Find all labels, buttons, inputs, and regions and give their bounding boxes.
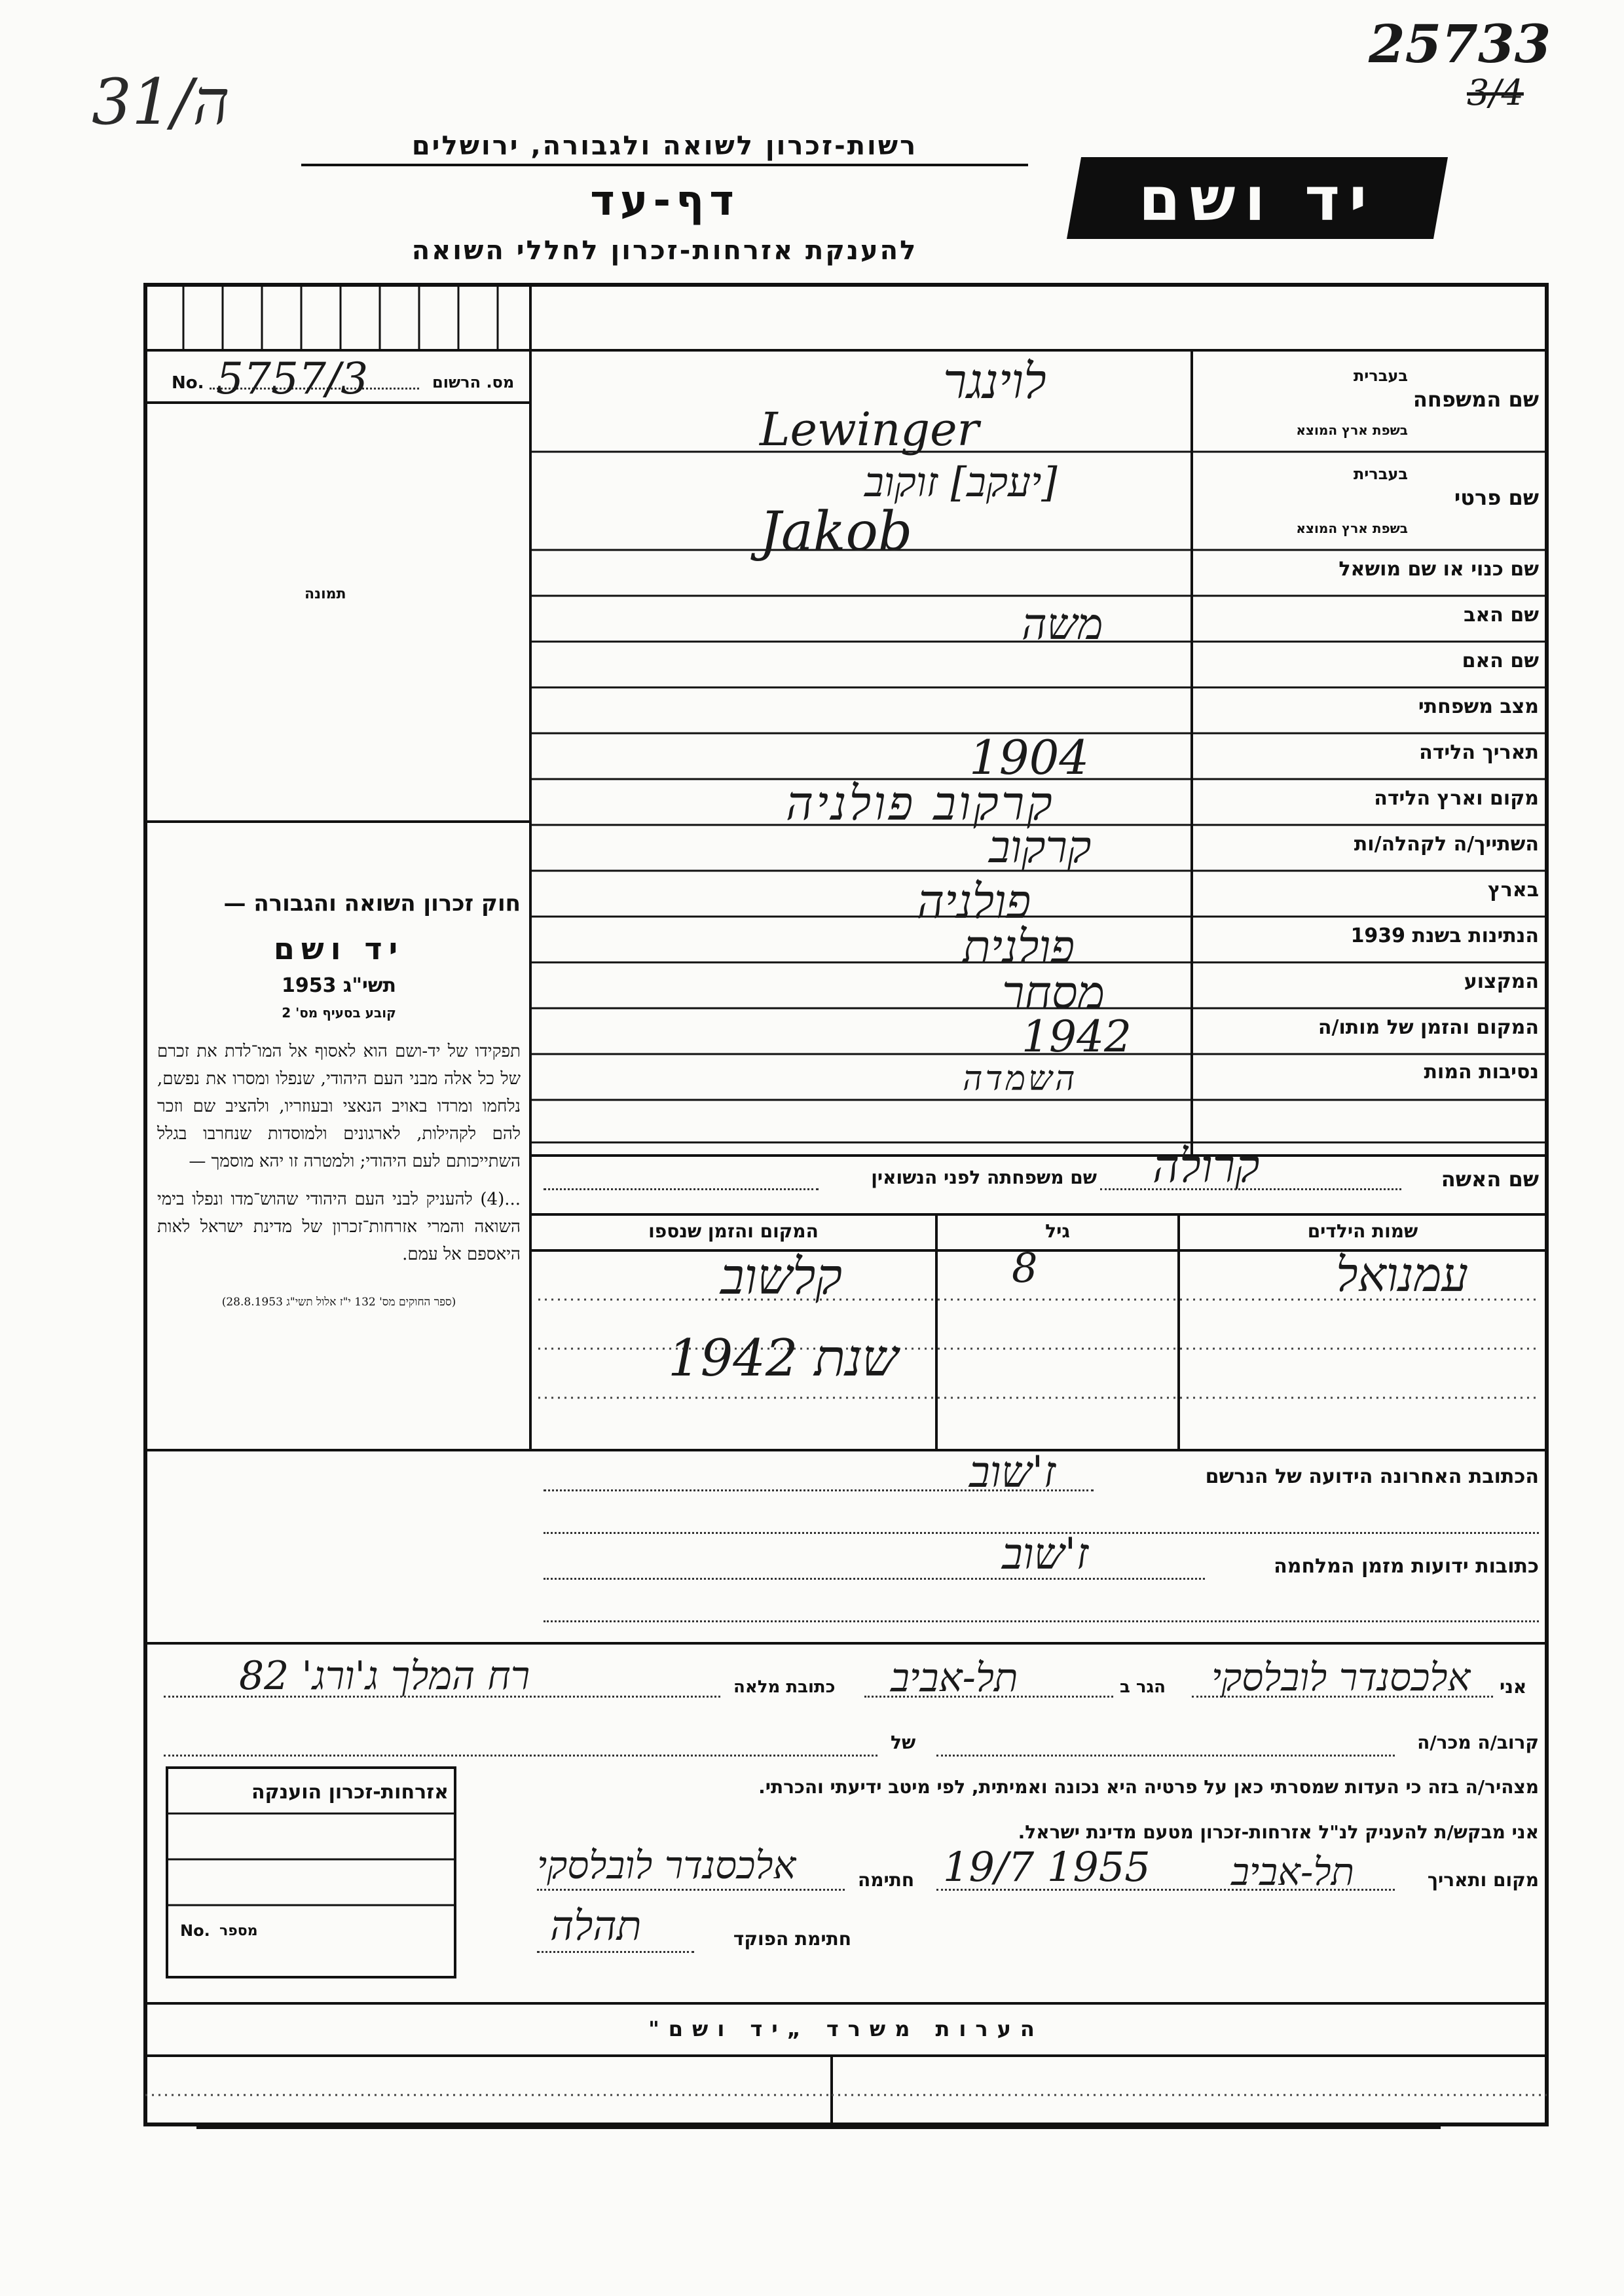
first-name-hebrew-value: [יעקב] זוקוב: [864, 458, 1058, 506]
first-name-label: שם פרטי: [1454, 485, 1539, 510]
relative-acquaintance-label: קרוב/ה מכר/ה: [1417, 1732, 1539, 1753]
children-age-header: גיל: [1045, 1220, 1070, 1242]
declaration-date-value: 19/7 1955: [943, 1843, 1151, 1891]
children-names-header: שמות הילדים: [1307, 1220, 1418, 1242]
first-name-hebrew-label: בעברית: [1353, 465, 1408, 483]
citizenship-1939-label: הנתינות בשנת 1939: [1350, 924, 1539, 947]
wartime-address-dotted-line: [544, 1578, 1205, 1580]
wife-name-label: שם האשה: [1441, 1167, 1539, 1192]
mother-name-label: שם האם: [1462, 649, 1539, 672]
child-name-value: עמנואל: [1336, 1247, 1469, 1302]
officer-signature: תהלה: [550, 1902, 642, 1950]
death-circumstances-value: השמדה: [963, 1059, 1078, 1099]
of-dotted-line: [164, 1755, 877, 1757]
family-name-hebrew-value: לוינגר: [943, 354, 1046, 410]
office-notes-title: הערות משרד „יד ושם": [648, 2016, 1044, 2041]
father-name-value: משה: [1022, 599, 1103, 649]
form-title: דף-עד: [590, 177, 739, 225]
last-address-label: הכתובת האחרונה הידועה של הנרשם: [1205, 1465, 1539, 1488]
address-dotted-line-4: [544, 1620, 1539, 1622]
registry-no-label: No.: [172, 373, 204, 393]
birth-date-value: 1904: [969, 730, 1090, 785]
resides-in-label: הגר ב: [1120, 1677, 1166, 1697]
profession-label: המקצוע: [1464, 970, 1539, 993]
officer-signature-dotted-line: [537, 1951, 694, 1953]
declarant-address-dotted-line: [164, 1696, 720, 1698]
declarant-name-dotted-line: [1192, 1696, 1493, 1698]
first-name-origin-value: Jakob: [760, 501, 913, 563]
law-year: תשי"ג 1953: [281, 974, 397, 997]
registry-label: מס. הרשום: [432, 373, 515, 392]
marital-status-label: מצב משפחתי: [1418, 695, 1539, 718]
bottom-rule: [196, 2126, 1441, 2129]
place-date-label: מקום ותאריך: [1427, 1869, 1539, 1891]
citizenship-1939-value: פולנית: [963, 920, 1075, 974]
birth-date-label: תאריך הלידה: [1419, 741, 1539, 764]
officer-signature-label: חתימת הפוקד: [733, 1928, 851, 1950]
law-heading: חוק זכרון השואה והגבורה —: [223, 890, 521, 917]
form-subtitle: להענקת אזרחות-זכרון לחללי השואה: [411, 236, 918, 266]
community-label: השתייך/ה לקהלה/ות: [1354, 833, 1539, 856]
birth-place-value: קרקוב פולניה: [786, 776, 1055, 831]
law-name: יד ושם: [273, 931, 405, 966]
death-place-time-value: 1942: [1022, 1011, 1132, 1062]
declarant-city-dotted-line: [864, 1696, 1113, 1698]
declaration-place-value: תל-אביב: [1231, 1850, 1355, 1894]
field-family-name-label: [1198, 357, 1539, 448]
wartime-address-value: ז'שוב: [1002, 1529, 1088, 1579]
relative-dotted-line: [936, 1755, 1395, 1757]
citizenship-number-label: מספר: [219, 1923, 258, 1939]
signature-label: חתימה: [858, 1869, 915, 1891]
declarant-ani-label: אני: [1500, 1676, 1527, 1698]
declarant-signature: אלכסנדר לובלסקי: [537, 1843, 796, 1887]
country-label: בארץ: [1487, 879, 1539, 902]
child-death-time-value: שנת 1942: [668, 1329, 898, 1388]
declaration-text: מצהיר/ה בזה כי העדות שמסרתי כאן על פרטיה היא נכונה ואמיתית, לפי מיטב ידיעתי והכרתי.: [758, 1776, 1539, 1798]
birth-place-label: מקום וארץ הלידה: [1374, 787, 1539, 810]
law-section: [157, 890, 521, 1309]
father-name-label: שם האב: [1464, 604, 1539, 627]
family-name-origin-value: Lewinger: [760, 403, 979, 456]
field-first-name-label: [1198, 455, 1539, 547]
wartime-address-label: כתובות ידועות מזמן המלחמה: [1274, 1555, 1539, 1578]
archive-annotation-right-sub: 3/4: [1467, 72, 1524, 113]
registry-number-row: [157, 354, 524, 404]
archive-annotation-left: 31/ה: [92, 65, 230, 139]
yad-vashem-logo-text: יד ושם: [1138, 164, 1376, 234]
family-name-origin-label: בשפת ארץ המוצא: [1296, 422, 1408, 438]
last-address-value: ז'שוב: [969, 1447, 1056, 1497]
citizenship-no-label: No.: [180, 1922, 210, 1940]
wife-maiden-name-label: שם משפחתה לפני הנשואין: [871, 1167, 1097, 1188]
full-address-label: כתובת מלאה: [733, 1677, 836, 1697]
photo-placeholder-label: תמונה: [304, 586, 346, 602]
country-value: פולניה: [917, 874, 1031, 929]
community-value: קרקוב: [989, 822, 1092, 873]
wife-name-value: קרולה: [1153, 1139, 1260, 1193]
law-text-citizenship: ...(4) להעניק לבני העם היהודי שהוש־מדו ונפלו בימי השואה והמרי אזרחות־זכרון של מדינת ישראל לאות היאספם אל עמם.: [157, 1190, 521, 1264]
request-text: אני מבקש/ת להעניק לנ"ל אזרחות-זכרון מטעם מדינת ישראל.: [1018, 1821, 1539, 1843]
family-name-hebrew-label: בעברית: [1353, 367, 1408, 385]
of-label: של: [891, 1732, 916, 1753]
law-text-purpose: תפקידו של יד-ושם הוא לאסוף אל המו־לדת את זכרם של כל אלה מבני העם היהודי, שנפלו ומסרו את נפשם, נלחמו ומרדו באויב הנאצי ובעוזריו, ולהציב שם וזכר להם לקהילות, לארגונים ולמוסדות שנחרבו בגלל השתייכותם לעם היהודי; ולמטרה זו יהא מוסמך —: [157, 1042, 521, 1171]
first-name-origin-label: בשפת ארץ המוצא: [1296, 520, 1408, 536]
profession-value: מסחר: [1002, 966, 1105, 1019]
declarant-address-value: רח המלך ג'ורג' 82: [239, 1653, 530, 1699]
wife-name-dotted-line: [1100, 1188, 1401, 1190]
child-death-place-value: קלשוב: [720, 1247, 843, 1305]
death-place-time-label: המקום והזמן של מותו/ה: [1318, 1016, 1539, 1039]
law-source: (ספר החוקים מס' 132 י"ז אלול תשי"ג 28.8.1953): [221, 1296, 456, 1309]
citizenship-granted-title: אזרחות-זכרון הוענקה: [251, 1781, 449, 1804]
signature-dotted-line: [537, 1889, 845, 1891]
nickname-label: שם כנוי או שם מושאל: [1338, 558, 1539, 581]
place-date-dotted-line: [936, 1889, 1395, 1891]
declarant-city-value: תל-אביב: [891, 1655, 1018, 1701]
death-circumstances-label: נסיבות המות: [1424, 1061, 1539, 1084]
issuing-authority: רשות-זכרון לשואה ולגבורה, ירושלים: [301, 131, 1028, 166]
law-clause: קובע בסעיף מס' 2: [282, 1005, 396, 1021]
last-address-dotted-line: [544, 1489, 1094, 1491]
children-place-header: המקום והזמן שנספו: [648, 1220, 819, 1242]
declarant-name-value: אלכסנדר לובלסקי: [1211, 1655, 1471, 1700]
family-name-label: שם המשפחה: [1412, 387, 1539, 412]
registry-number: 5757/3: [216, 354, 369, 404]
wife-maiden-dotted-line: [544, 1188, 819, 1190]
child-age-value: 8: [1012, 1244, 1038, 1292]
archive-annotation-right: 25733: [1369, 13, 1551, 75]
